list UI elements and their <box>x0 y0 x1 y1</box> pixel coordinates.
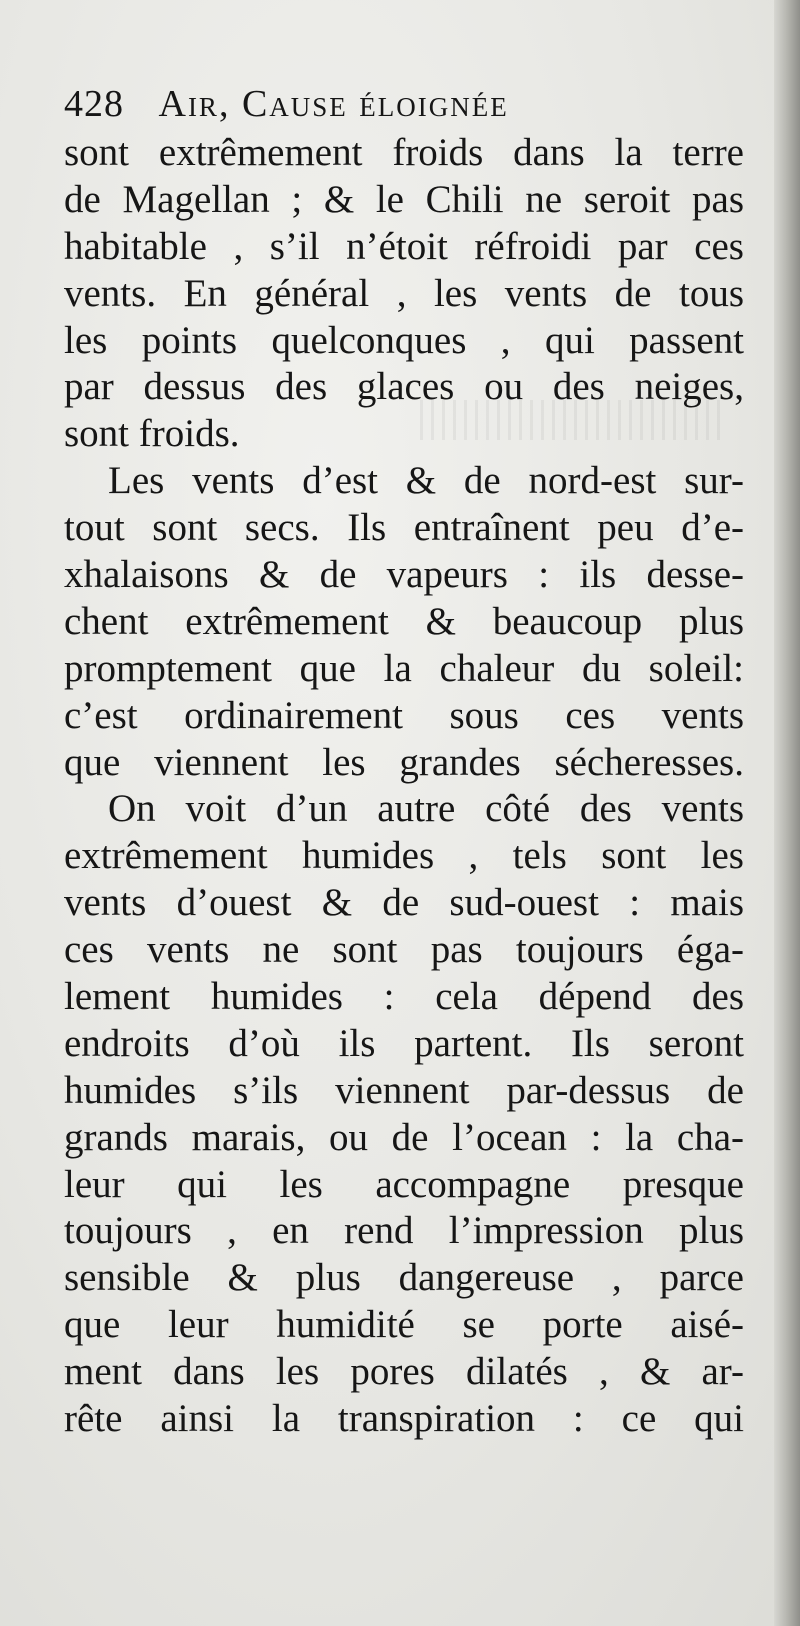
text-line: habitable , s’il n’étoit réfroidi par ces <box>64 224 744 268</box>
text-line: que viennent les grandes sécheresses. <box>64 740 744 784</box>
text-line: sensible & plus dangereuse , parce <box>64 1256 744 1300</box>
text-line: les points quelconques , qui passent <box>64 318 744 362</box>
text-line: que leur humidité se porte aisé- <box>64 1303 744 1347</box>
text-line: humides s’ils viennent par-dessus de <box>64 1068 744 1112</box>
body-text <box>64 130 744 1443</box>
text-line: rête ainsi la transpiration : ce qui <box>64 1397 744 1441</box>
text-line: chent extrêmement & beaucoup plus <box>64 599 744 643</box>
text-line: par dessus des glaces ou des neiges, <box>64 365 744 409</box>
text-line: lement humides : cela dépend des <box>64 975 744 1019</box>
text-line: grands marais, ou de l’ocean : la cha- <box>64 1115 744 1159</box>
paragraph-start-line: Les vents d’est & de nord-est sur- <box>108 459 744 503</box>
text-line: de Magellan ; & le Chili ne seroit pas <box>64 177 744 221</box>
text-line: vents d’ouest & de sud-ouest : mais <box>64 881 744 925</box>
text-line: sont extrêmement froids dans la terre <box>64 131 744 174</box>
text-line: leur qui les accompagne presque <box>64 1162 744 1206</box>
text-line: sont froids. <box>64 412 240 456</box>
text-line: toujours , en rend l’impression plus <box>64 1209 744 1253</box>
text-line: tout sont secs. Ils entraînent peu d’e- <box>64 506 744 550</box>
text-line: ces vents ne sont pas toujours éga- <box>64 928 744 972</box>
running-header <box>64 74 744 134</box>
text-line: promptement que la chaleur du soleil: <box>64 646 744 690</box>
paragraph-start-line: On voit d’un autre côté des vents <box>108 787 744 831</box>
page-gutter-shadow <box>774 0 800 1626</box>
text-line: xhalaisons & de vapeurs : ils desse- <box>64 553 744 597</box>
running-title: Air, Cause éloignée <box>158 83 509 125</box>
text-line: endroits d’où ils partent. Ils seront <box>64 1021 744 1065</box>
text-line: c’est ordinairement sous ces vents <box>64 693 744 737</box>
text-line: vents. En général , les vents de tous <box>64 271 744 315</box>
text-line: ment dans les pores dilatés , & ar- <box>64 1350 744 1394</box>
page-number: 428 <box>64 83 124 125</box>
text-line: extrêmement humides , tels sont les <box>64 834 744 878</box>
